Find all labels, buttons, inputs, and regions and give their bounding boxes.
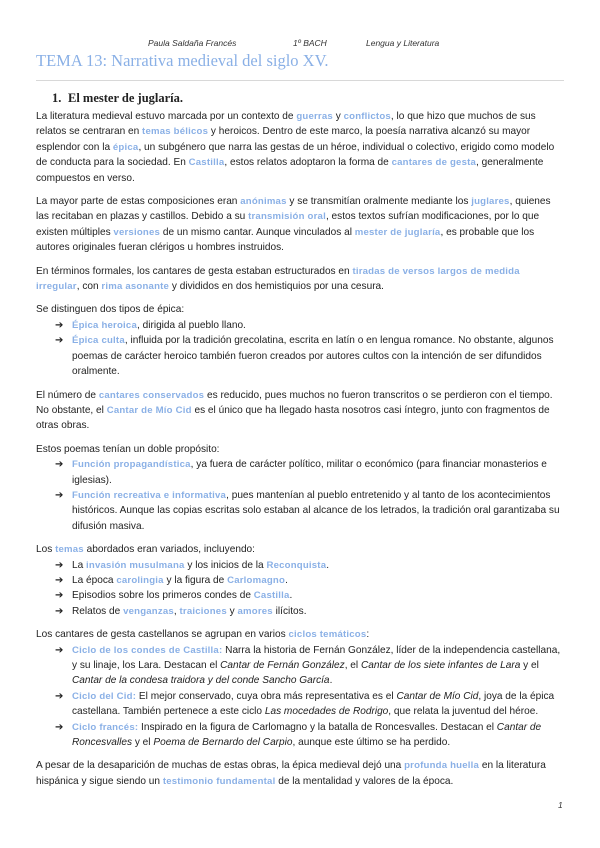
highlight: Función propagandística xyxy=(72,459,191,471)
arrow-icon: ➔ xyxy=(55,335,64,347)
highlight: Épica culta xyxy=(72,335,125,347)
highlight: profunda huella xyxy=(404,760,480,772)
arrow-icon: ➔ xyxy=(55,590,64,602)
highlight: Ciclo del Cid: xyxy=(72,690,137,702)
work-title: Cantar de los siete infantes de Lara xyxy=(360,660,521,671)
highlight: cantares conservados xyxy=(98,389,205,401)
work-title: Cantar de la condesa traidora y del conde Sancho García xyxy=(72,675,330,687)
highlight: ciclos temáticos xyxy=(288,629,367,641)
arrow-icon: ➔ xyxy=(55,489,64,501)
section-number: 1. xyxy=(52,91,62,105)
highlight: Ciclo francés: xyxy=(72,721,139,733)
paragraph-themes-intro: Los temas abordados eran variados, incluyendo: xyxy=(36,544,255,556)
list-item: ➔ Épica culta, influida por la tradición grecolatina, escrita en latín o en lengua romance. No obstante, algunos poemas de carácter heroico también fueron creados por autores cultos con la intención de ser difundidos oralmente. xyxy=(55,335,554,378)
arrow-icon: ➔ xyxy=(55,605,64,617)
highlight: temas bélicos xyxy=(142,126,209,138)
list-item: ➔ Función recreativa e informativa, pues mantenían al pueblo entretenido y al tanto de los acontecimientos históricos. Aunque las copias escritas solo estaban al alcance de los letrados, la tradición oral garantizaba su difusión masiva. xyxy=(55,489,560,532)
highlight: Castilla xyxy=(253,590,290,602)
highlight: mester de juglaría xyxy=(354,226,441,238)
highlight: guerras xyxy=(296,111,333,122)
arrow-icon: ➔ xyxy=(55,644,64,656)
purpose-list xyxy=(36,457,564,534)
highlight: amores xyxy=(237,605,273,617)
highlight: conflictos xyxy=(343,111,391,122)
header-author: Paula Saldaña Francés xyxy=(148,38,237,48)
arrow-icon: ➔ xyxy=(55,559,64,571)
paragraph-conserved: El número de cantares conservados es reducido, pues muchos no fueron transcritos o se perdieron con el tiempo. No obstante, el Cantar de Mío Cid es el único que ha llegado hasta nosotros casi íntegro, junto con fragmentos de otras obras. xyxy=(36,389,553,432)
list-item: ➔ Relatos de venganzas, traiciones y amores ilícitos. xyxy=(36,604,564,619)
highlight: testimonio fundamental xyxy=(162,775,276,787)
list-item: ➔ Función propagandística, ya fuera de carácter político, militar o económico (para financiar monasterios e iglesias). xyxy=(55,459,547,486)
list-item: ➔ Ciclo francés: Inspirado en la figura de Carlomagno y la batalla de Roncesvalles. Destacan el Cantar de Roncesvalles y el Poema de Bernardo del Carpio, aunque este último se ha perdido. xyxy=(55,721,542,749)
list-item: ➔ Épica heroica, dirigida al pueblo llano. xyxy=(36,318,564,333)
highlight: tiradas de versos largos de medida irregular xyxy=(36,265,520,293)
arrow-icon: ➔ xyxy=(55,721,64,733)
list-item: ➔ La época carolingia y la figura de Carlomagno. xyxy=(36,573,564,588)
highlight: rima asonante xyxy=(101,281,170,293)
header-course: 1º BACH xyxy=(293,38,327,48)
highlight: Carlomagno xyxy=(227,574,286,586)
paragraph-purpose-intro: Estos poemas tenían un doble propósito: xyxy=(36,443,220,455)
epica-types-list xyxy=(36,318,564,380)
themes-list xyxy=(36,558,564,620)
highlight: Cantar de Mío Cid xyxy=(106,404,192,416)
highlight: épica xyxy=(112,141,139,153)
arrow-icon: ➔ xyxy=(55,319,64,331)
work-title: Cantar de Roncesvalles xyxy=(72,721,542,749)
page-header xyxy=(0,38,600,50)
paragraph-context: La literatura medieval estuvo marcada por un contexto de guerras y conflictos, lo que hizo que muchos de sus relatos se centraran en temas bélicos y heroicos. Dentro de este marco, la poesía narrativa alcanzó su mayor esplendor con la épica, un subgénero que narra las gestas de un héroe, individual o colectivo, erigido como modelo de conducta para la sociedad. En Castilla, estos relatos adoptaron la forma de cantares de gesta, generalmente compuestos en verso. xyxy=(36,111,555,184)
highlight: Castilla xyxy=(188,157,225,169)
paragraph-cycles-intro: Los cantares de gesta castellanos se agrupan en varios ciclos temáticos: xyxy=(36,629,370,641)
section-heading xyxy=(52,90,564,106)
highlight: anónimas xyxy=(240,196,287,208)
highlight: invasión musulmana xyxy=(86,559,185,571)
arrow-icon: ➔ xyxy=(55,574,64,586)
highlight: Reconquista xyxy=(266,559,327,571)
work-title: Poema de Bernardo del Carpio xyxy=(153,737,293,749)
paragraph-conclusion: A pesar de la desaparición de muchas de estas obras, la épica medieval dejó una profunda huella en la literatura hispánica y sigue siendo un testimonio fundamental de la mentalidad y valores de la época. xyxy=(36,760,546,787)
highlight: Función recreativa e informativa xyxy=(72,489,227,501)
document-body xyxy=(36,90,564,797)
highlight: venganzas xyxy=(123,605,174,617)
work-title: Cantar de Mío Cid xyxy=(396,690,479,702)
list-item: ➔ Episodios sobre los primeros condes de Castilla. xyxy=(36,588,564,603)
section-title: El mester de juglaría. xyxy=(68,91,184,105)
paragraph-types-intro: Se distinguen dos tipos de épica: xyxy=(36,304,185,316)
highlight: juglares xyxy=(471,196,510,208)
highlight: Épica heroica xyxy=(72,319,137,331)
work-title: Cantar de Fernán González xyxy=(220,660,345,671)
list-item: ➔ La invasión musulmana y los inicios de la Reconquista. xyxy=(36,558,564,573)
page-title: TEMA 13: Narrativa medieval del siglo XV. xyxy=(36,51,329,70)
highlight: versiones xyxy=(113,226,161,238)
list-item: ➔ Ciclo del Cid: El mejor conservado, cuya obra más representativa es el Cantar de Mío Cid, joya de la épica castellana. También pertenece a este ciclo Las mocedades de Rodrigo, que relata la juventud del héroe. xyxy=(55,690,555,718)
cycles-list xyxy=(36,643,564,751)
arrow-icon: ➔ xyxy=(55,459,64,471)
paragraph-transmission: La mayor parte de estas composiciones eran anónimas y se transmitían oralmente mediante los juglares, quienes las recitaban en plazas y castillos. Debido a su transmisión oral, estos textos sufrían modificaciones, por lo que existen múltiples versiones de un mismo cantar. Aunque vinculados al mester de juglaría, es probable que los autores originales fueran clérigos u hombres instruidos. xyxy=(36,196,551,254)
page-number: 1 xyxy=(558,800,563,810)
list-item: ➔ Ciclo de los condes de Castilla: Narra la historia de Fernán González, líder de la independencia castellana, y su linaje, los Lara. Destacan el Cantar de Fernán González, el Cantar de los siete infantes de Lara y el Cantar de la condesa traidora y del conde Sancho García. xyxy=(55,644,561,687)
header-subject: Lengua y Literatura xyxy=(366,38,440,48)
paragraph-form: En términos formales, los cantares de gesta estaban estructurados en tiradas de versos largos de medida irregular, con rima asonante y divididos en dos hemistiquios por una cesura. xyxy=(36,265,520,293)
arrow-icon: ➔ xyxy=(55,690,64,702)
highlight: Ciclo de los condes de Castilla: xyxy=(72,644,223,656)
title-divider xyxy=(36,80,564,81)
work-title: Las mocedades de Rodrigo xyxy=(264,706,389,718)
highlight: carolingia xyxy=(116,574,164,586)
highlight: transmisión oral xyxy=(248,211,326,223)
highlight: temas xyxy=(55,544,84,556)
highlight: cantares de gesta xyxy=(391,157,477,169)
highlight: traiciones xyxy=(179,605,227,617)
